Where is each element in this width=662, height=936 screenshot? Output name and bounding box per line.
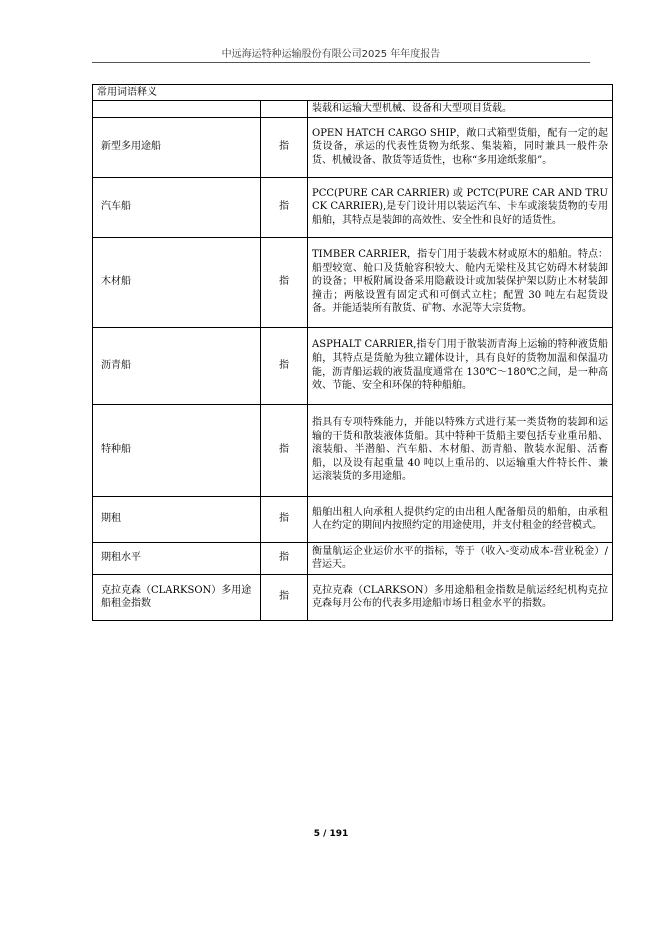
mark-cell: 指 xyxy=(261,117,308,177)
term-cell: 克拉克森（CLARKSON）多用途船租金指数 xyxy=(93,574,261,620)
table-row xyxy=(93,574,613,620)
table-row xyxy=(93,404,613,496)
definition-cell: 装载和运输大型机械、设备和大型项目货载。 xyxy=(308,101,613,118)
page-header-title: 中远海运特种运输股份有限公司2025 年年度报告 xyxy=(221,49,441,60)
definition-cell: ASPHALT CARRIER,指专门用于散装沥青海上运输的特种液货船舶，其特点是货舱为独立罐体设计，具有良好的货物加温和保温功能，沥青船运载的液货温度通常在 130℃～180℃之间，是一种高效、节能、安全和环保的特种船舶。 xyxy=(308,327,613,404)
term-cell xyxy=(93,101,261,118)
header-divider xyxy=(92,62,590,63)
mark-cell: 指 xyxy=(261,327,308,404)
mark-cell: 指 xyxy=(261,496,308,542)
definition-cell: 克拉克森（CLARKSON）多用途船租金指数是航运经纪机构克拉克森每月公布的代表多用途船市场日租金水平的指数。 xyxy=(308,574,613,620)
definition-cell: 指具有专项特殊能力，并能以特殊方式进行某一类货物的装卸和运输的干货和散装液体货船。其中特种干货船主要包括专业重吊船、滚装船、半潜船、汽车船、木材船、沥青船、散装水泥船、活畜船，以及设有起重量 40 吨以上重吊的、以运输重大件特长件、兼运滚装货的多用途船。 xyxy=(308,404,613,496)
table-row xyxy=(93,542,613,574)
table-row xyxy=(93,117,613,177)
table-row xyxy=(93,177,613,237)
definition-cell: TIMBER CARRIER，指专门用于装载木材或原木的船舶。特点：船型较宽、舱口及货舱容积较大、舱内无梁柱及其它妨碍木材装卸的设备；甲板附属设备采用隐蔽设计或加装保护架以防止木材装卸撞击；两舷设置有固定式和可倒式立柱；配置 30 吨左右起货设备。并能适装所有散货、矿物、水泥等大宗货物。 xyxy=(308,237,613,327)
table-row xyxy=(93,101,613,118)
definition-cell: 衡量航运企业运价水平的指标，等于（收入-变动成本-营业税金）/营运天。 xyxy=(308,542,613,574)
table-row xyxy=(93,327,613,404)
mark-cell: 指 xyxy=(261,542,308,574)
mark-cell: 指 xyxy=(261,177,308,237)
term-cell: 新型多用途船 xyxy=(93,117,261,177)
term-cell: 期租水平 xyxy=(93,542,261,574)
definition-cell: PCC(PURE CAR CARRIER) 或 PCTC(PURE CAR AND TRUCK CARRIER),是专门设计用以装运汽车、卡车或滚装货物的专用船舶，其特点是装卸的高效性、安全性和良好的适货性。 xyxy=(308,177,613,237)
table-title: 常用词语释义 xyxy=(93,85,613,101)
definition-cell: 船舶出租人向承租人提供约定的由出租人配备船员的船舶，由承租人在约定的期间内按照约定的用途使用，并支付租金的经营模式。 xyxy=(308,496,613,542)
mark-cell: 指 xyxy=(261,404,308,496)
term-cell: 沥青船 xyxy=(93,327,261,404)
term-cell: 木材船 xyxy=(93,237,261,327)
mark-cell xyxy=(261,101,308,118)
table-row xyxy=(93,237,613,327)
page-number: 5 / 191 xyxy=(313,829,349,839)
glossary-table xyxy=(92,84,613,621)
term-cell: 期租 xyxy=(93,496,261,542)
table-title-row xyxy=(93,85,613,101)
definition-cell: OPEN HATCH CARGO SHIP，敞口式箱型货船，配有一定的起货设备，承运的代表性货物为纸浆、集装箱，同时兼具一般件杂货、机械设备、散货等适货性，也称“多用途纸浆船”。 xyxy=(308,117,613,177)
mark-cell: 指 xyxy=(261,574,308,620)
mark-cell: 指 xyxy=(261,237,308,327)
term-cell: 汽车船 xyxy=(93,177,261,237)
term-cell: 特种船 xyxy=(93,404,261,496)
table-row xyxy=(93,496,613,542)
